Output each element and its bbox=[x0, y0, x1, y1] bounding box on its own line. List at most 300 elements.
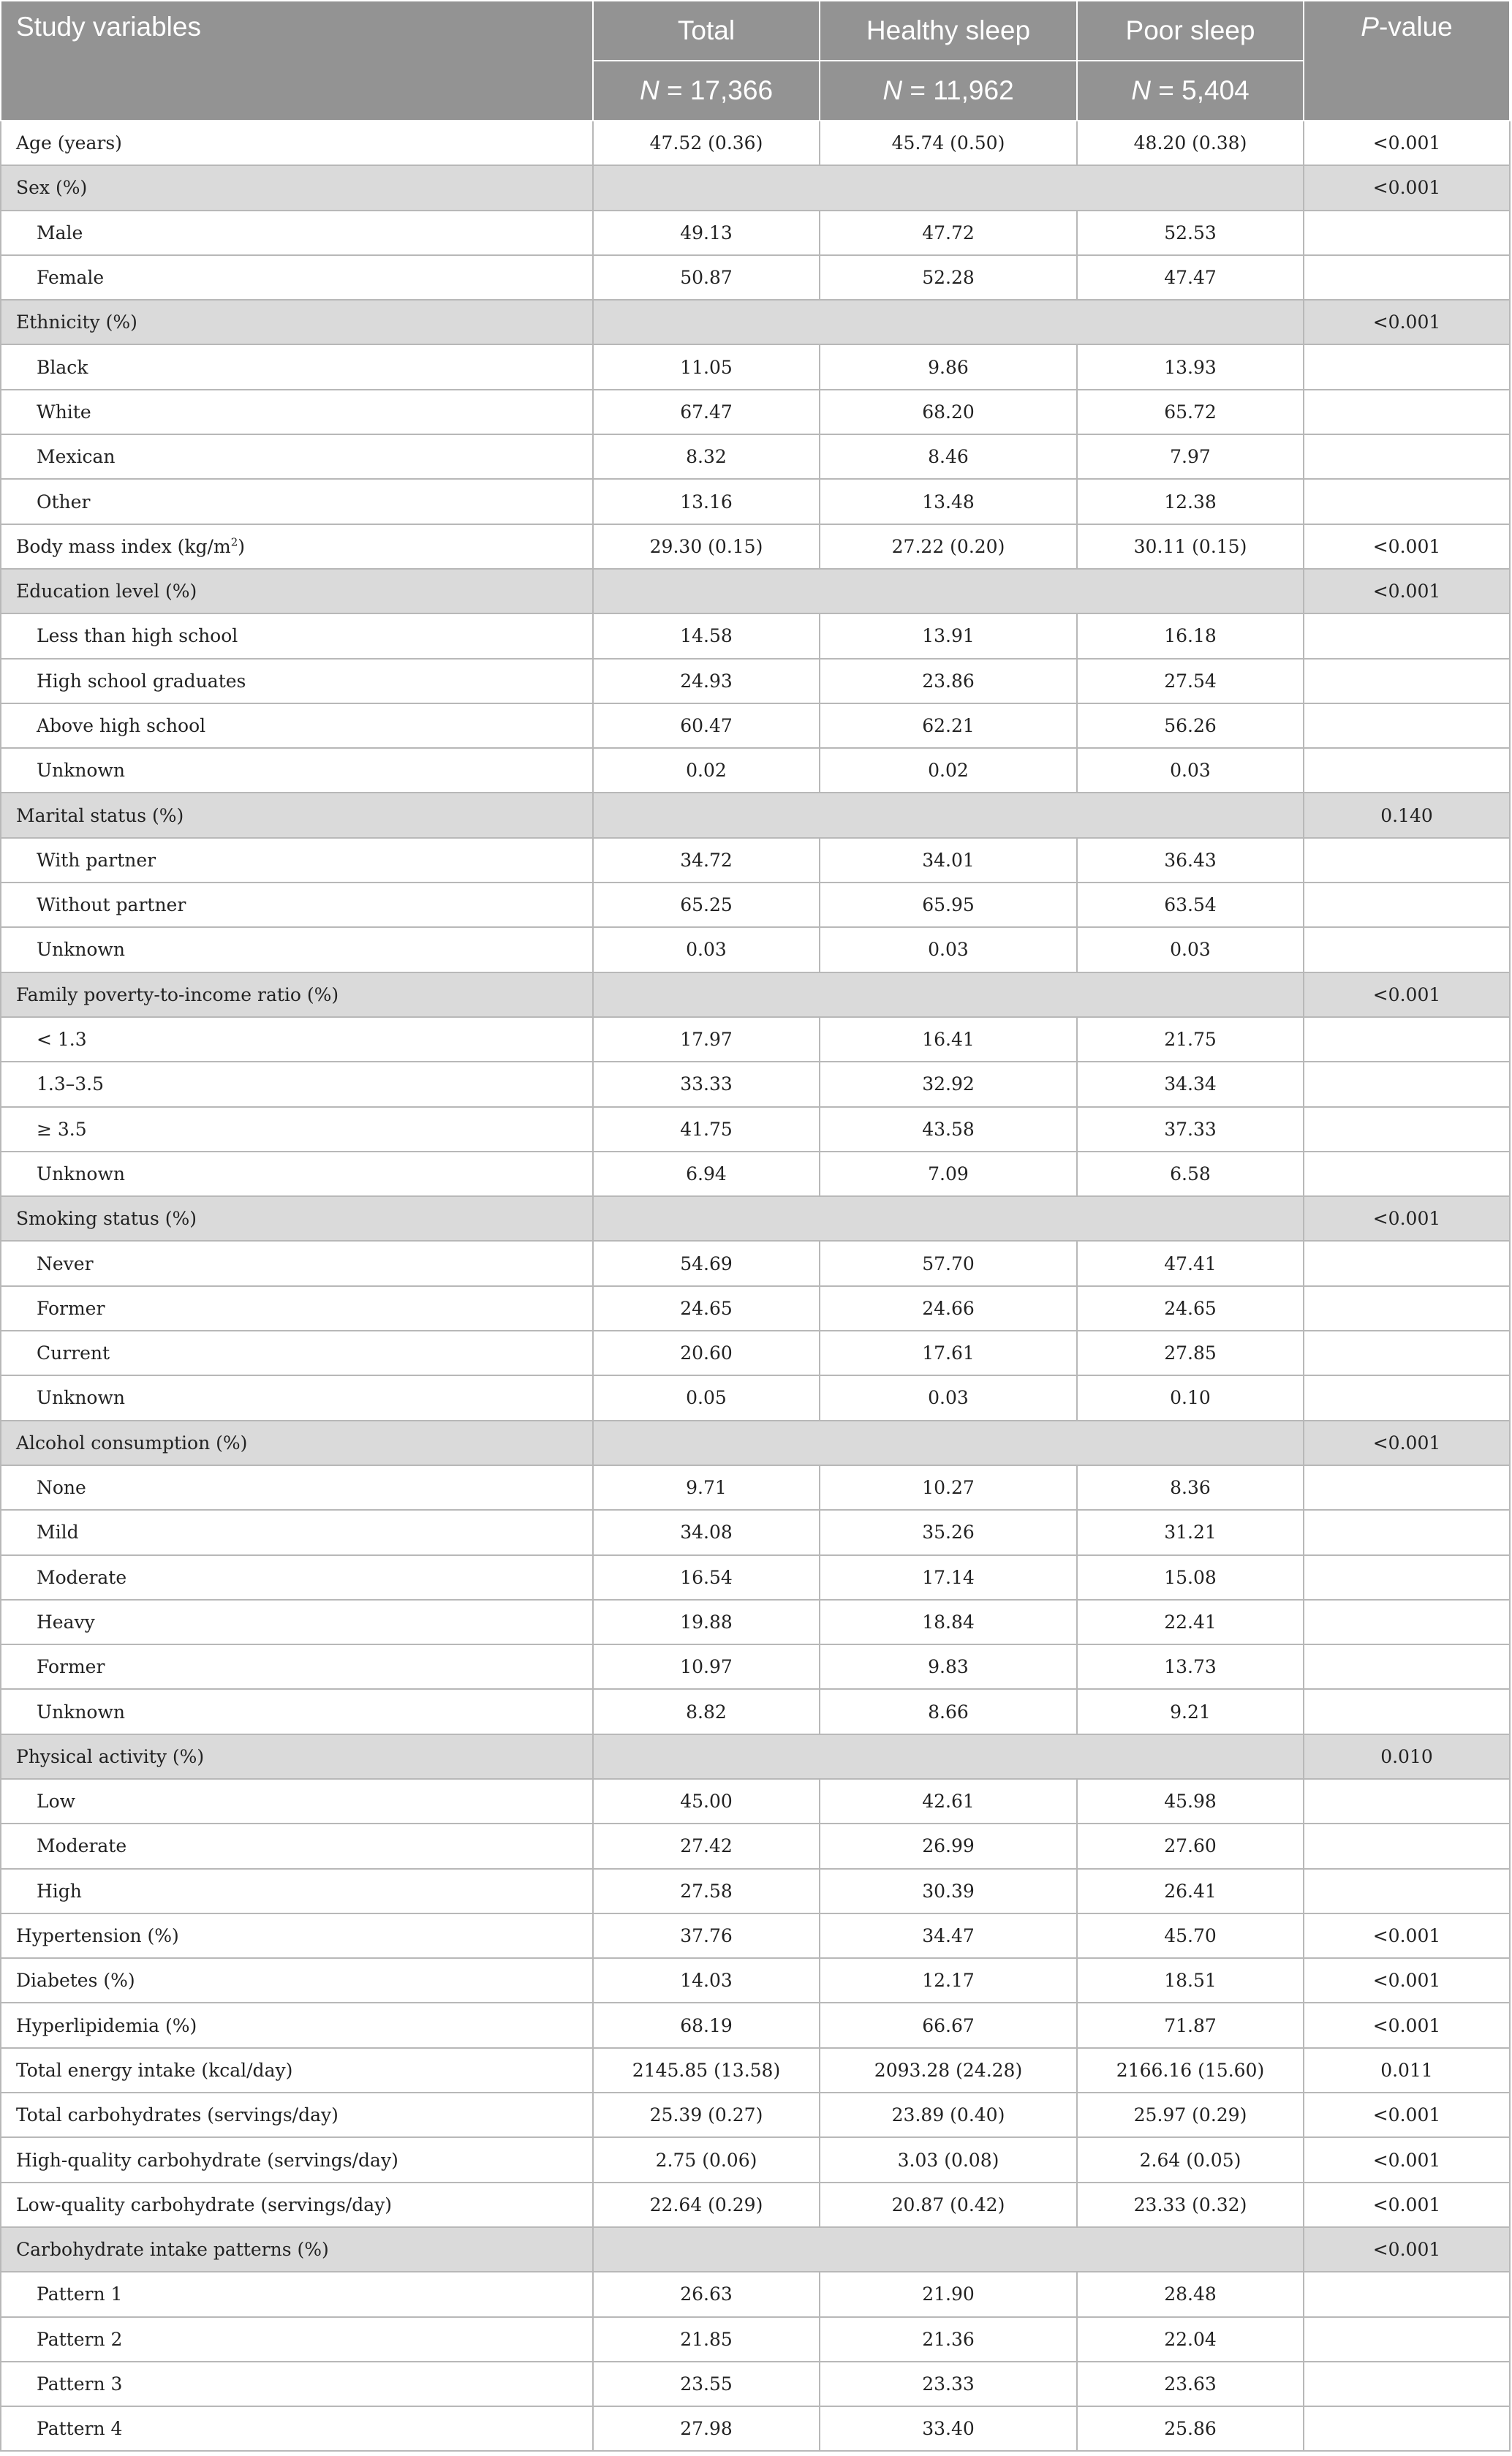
row-label bbox=[1, 1241, 593, 1285]
cell-poor: 2166.16 (15.60) bbox=[1077, 2048, 1304, 2093]
table-row bbox=[1, 2362, 1510, 2406]
row-label bbox=[1, 569, 593, 613]
table-row bbox=[1, 2137, 1510, 2182]
cell-healthy: 8.46 bbox=[820, 434, 1077, 479]
cell-total: 6.94 bbox=[593, 1152, 820, 1196]
cell-p-value bbox=[1304, 1375, 1510, 1420]
n-symbol: N bbox=[882, 75, 903, 105]
row-label-text: Pattern 2 bbox=[37, 2328, 123, 2350]
row-label-text: Smoking status (%) bbox=[16, 1208, 197, 1230]
table-row bbox=[1, 1869, 1510, 1913]
cell-p-value bbox=[1304, 2272, 1510, 2316]
row-label bbox=[1, 434, 593, 479]
cell-total: 16.54 bbox=[593, 1555, 820, 1600]
cell-healthy: 24.66 bbox=[820, 1286, 1077, 1331]
row-label bbox=[1, 1286, 593, 1331]
n-healthy-value: = 11,962 bbox=[902, 75, 1014, 105]
row-label-text: 1.3–3.5 bbox=[37, 1073, 105, 1095]
row-label bbox=[1, 1017, 593, 1062]
cell-poor: 8.36 bbox=[1077, 1465, 1304, 1510]
cell-healthy: 9.83 bbox=[820, 1644, 1077, 1689]
row-label bbox=[1, 1869, 593, 1913]
table-row bbox=[1, 2183, 1510, 2227]
row-label-text: Female bbox=[37, 267, 105, 289]
row-label bbox=[1, 1107, 593, 1152]
cell-poor: 28.48 bbox=[1077, 2272, 1304, 2316]
cell-p-value bbox=[1304, 1555, 1510, 1600]
cell-healthy: 0.02 bbox=[820, 748, 1077, 793]
cell-total: 2145.85 (13.58) bbox=[593, 2048, 820, 2093]
cell-healthy: 32.92 bbox=[820, 1062, 1077, 1106]
row-label bbox=[1, 2048, 593, 2093]
cell-healthy: 21.90 bbox=[820, 2272, 1077, 2316]
cell-total: 8.32 bbox=[593, 434, 820, 479]
row-label-text: Unknown bbox=[37, 1163, 125, 1184]
cell-total: 0.02 bbox=[593, 748, 820, 793]
header-row-labels bbox=[1, 1, 1510, 61]
group-spacer bbox=[593, 165, 1304, 210]
table-group-row bbox=[1, 165, 1510, 210]
cell-healthy: 9.86 bbox=[820, 344, 1077, 389]
row-label-suffix: ) bbox=[238, 535, 246, 557]
cell-poor: 23.63 bbox=[1077, 2362, 1304, 2406]
row-label bbox=[1, 1421, 593, 1465]
row-label bbox=[1, 659, 593, 703]
row-label-text: High-quality carbohydrate (servings/day) bbox=[16, 2149, 398, 2171]
table-row bbox=[1, 1510, 1510, 1554]
row-label-text: Unknown bbox=[37, 939, 125, 961]
table-row bbox=[1, 1913, 1510, 1958]
cell-poor: 13.73 bbox=[1077, 1644, 1304, 1689]
cell-total: 41.75 bbox=[593, 1107, 820, 1152]
cell-p-value: 0.140 bbox=[1304, 793, 1510, 837]
cell-total: 47.52 (0.36) bbox=[593, 121, 820, 165]
cell-total: 23.55 bbox=[593, 2362, 820, 2406]
cell-p-value bbox=[1304, 883, 1510, 927]
row-label-text: Pattern 3 bbox=[37, 2373, 123, 2395]
table-row bbox=[1, 2317, 1510, 2362]
cell-p-value bbox=[1304, 1017, 1510, 1062]
row-label bbox=[1, 121, 593, 165]
header-total: Total bbox=[593, 1, 820, 61]
cell-poor: 16.18 bbox=[1077, 613, 1304, 658]
cell-p-value: <0.001 bbox=[1304, 2137, 1510, 2182]
cell-total: 9.71 bbox=[593, 1465, 820, 1510]
cell-p-value bbox=[1304, 2317, 1510, 2362]
cell-p-value: <0.001 bbox=[1304, 1421, 1510, 1465]
cell-total: 34.72 bbox=[593, 838, 820, 883]
group-spacer bbox=[593, 793, 1304, 837]
cell-healthy: 21.36 bbox=[820, 2317, 1077, 2362]
row-label-text: Heavy bbox=[37, 1611, 95, 1633]
cell-healthy: 23.86 bbox=[820, 659, 1077, 703]
cell-total: 37.76 bbox=[593, 1913, 820, 1958]
cell-poor: 31.21 bbox=[1077, 1510, 1304, 1554]
row-label bbox=[1, 1644, 593, 1689]
row-label-text: Pattern 1 bbox=[37, 2283, 123, 2305]
cell-total: 14.58 bbox=[593, 613, 820, 658]
cell-poor: 7.97 bbox=[1077, 434, 1304, 479]
cell-total: 27.98 bbox=[593, 2406, 820, 2451]
cell-p-value bbox=[1304, 2406, 1510, 2451]
n-symbol: N bbox=[639, 75, 659, 105]
header-p-italic: P bbox=[1361, 12, 1379, 42]
table-row bbox=[1, 748, 1510, 793]
row-label-text: Less than high school bbox=[37, 625, 238, 647]
cell-poor: 0.10 bbox=[1077, 1375, 1304, 1420]
cell-p-value: <0.001 bbox=[1304, 1913, 1510, 1958]
cell-p-value bbox=[1304, 211, 1510, 255]
row-label bbox=[1, 793, 593, 837]
table-row bbox=[1, 1779, 1510, 1824]
row-label-text: ≥ 3.5 bbox=[37, 1118, 87, 1140]
row-label bbox=[1, 2003, 593, 2047]
row-label-text: Age (years) bbox=[16, 132, 122, 154]
row-label-text: None bbox=[37, 1477, 86, 1499]
row-label-text: Moderate bbox=[37, 1835, 127, 1857]
cell-poor: 47.41 bbox=[1077, 1241, 1304, 1285]
table-row bbox=[1, 1555, 1510, 1600]
row-label bbox=[1, 2183, 593, 2227]
cell-p-value: 0.011 bbox=[1304, 2048, 1510, 2093]
header-n-healthy bbox=[820, 61, 1077, 121]
row-label bbox=[1, 838, 593, 883]
n-total-value: = 17,366 bbox=[659, 75, 774, 105]
row-label-text: Unknown bbox=[37, 1387, 125, 1409]
row-label bbox=[1, 1600, 593, 1644]
cell-p-value bbox=[1304, 659, 1510, 703]
row-label-text: Never bbox=[37, 1252, 94, 1274]
row-label-text: Education level (%) bbox=[16, 581, 197, 602]
row-label bbox=[1, 344, 593, 389]
cell-healthy: 20.87 (0.42) bbox=[820, 2183, 1077, 2227]
row-label-text: Total energy intake (kcal/day) bbox=[16, 2059, 293, 2081]
table-group-row bbox=[1, 569, 1510, 613]
cell-healthy: 30.39 bbox=[820, 1869, 1077, 1913]
cell-poor: 30.11 (0.15) bbox=[1077, 524, 1304, 569]
cell-poor: 56.26 bbox=[1077, 703, 1304, 748]
cell-poor: 0.03 bbox=[1077, 927, 1304, 972]
table-group-row bbox=[1, 1421, 1510, 1465]
cell-healthy: 17.61 bbox=[820, 1331, 1077, 1375]
cell-p-value bbox=[1304, 2362, 1510, 2406]
row-label-text: Above high school bbox=[37, 715, 206, 736]
row-label-text: Ethnicity (%) bbox=[16, 311, 137, 333]
cell-healthy: 13.91 bbox=[820, 613, 1077, 658]
table-row bbox=[1, 121, 1510, 165]
table-row bbox=[1, 2093, 1510, 2137]
row-label-text: Carbohydrate intake patterns (%) bbox=[16, 2239, 329, 2261]
row-label-text: Unknown bbox=[37, 760, 125, 782]
row-label-text: Total carbohydrates (servings/day) bbox=[16, 2104, 339, 2126]
row-label bbox=[1, 927, 593, 972]
cell-healthy: 43.58 bbox=[820, 1107, 1077, 1152]
cell-p-value bbox=[1304, 1644, 1510, 1689]
row-label-text: Pattern 4 bbox=[37, 2418, 123, 2440]
table-row bbox=[1, 613, 1510, 658]
row-label-text: Physical activity (%) bbox=[16, 1745, 205, 1767]
cell-total: 45.00 bbox=[593, 1779, 820, 1824]
cell-poor: 18.51 bbox=[1077, 1958, 1304, 2003]
cell-total: 22.64 (0.29) bbox=[593, 2183, 820, 2227]
row-label-text: Former bbox=[37, 1656, 105, 1678]
cell-p-value bbox=[1304, 1152, 1510, 1196]
group-spacer bbox=[593, 300, 1304, 344]
row-label-text: Moderate bbox=[37, 1566, 127, 1588]
table-row bbox=[1, 883, 1510, 927]
cell-total: 49.13 bbox=[593, 211, 820, 255]
cell-poor: 25.97 (0.29) bbox=[1077, 2093, 1304, 2137]
header-n-poor bbox=[1077, 61, 1304, 121]
cell-total: 19.88 bbox=[593, 1600, 820, 1644]
table-row bbox=[1, 524, 1510, 569]
cell-p-value bbox=[1304, 703, 1510, 748]
cell-healthy: 35.26 bbox=[820, 1510, 1077, 1554]
row-label bbox=[1, 255, 593, 300]
cell-total: 67.47 bbox=[593, 390, 820, 434]
cell-total: 10.97 bbox=[593, 1644, 820, 1689]
row-label bbox=[1, 2406, 593, 2451]
table-header bbox=[1, 1, 1510, 121]
cell-p-value bbox=[1304, 255, 1510, 300]
cell-poor: 25.86 bbox=[1077, 2406, 1304, 2451]
cell-p-value bbox=[1304, 344, 1510, 389]
cell-healthy: 62.21 bbox=[820, 703, 1077, 748]
cell-poor: 36.43 bbox=[1077, 838, 1304, 883]
cell-healthy: 27.22 (0.20) bbox=[820, 524, 1077, 569]
cell-healthy: 18.84 bbox=[820, 1600, 1077, 1644]
cell-poor: 13.93 bbox=[1077, 344, 1304, 389]
cell-poor: 48.20 (0.38) bbox=[1077, 121, 1304, 165]
row-label-text: Low-quality carbohydrate (servings/day) bbox=[16, 2194, 392, 2215]
cell-poor: 9.21 bbox=[1077, 1689, 1304, 1734]
row-label bbox=[1, 1196, 593, 1241]
n-symbol: N bbox=[1131, 75, 1151, 105]
table-row bbox=[1, 1689, 1510, 1734]
table-row bbox=[1, 390, 1510, 434]
cell-p-value: <0.001 bbox=[1304, 1958, 1510, 2003]
cell-p-value bbox=[1304, 434, 1510, 479]
table-row bbox=[1, 1375, 1510, 1420]
cell-p-value: <0.001 bbox=[1304, 569, 1510, 613]
cell-p-value bbox=[1304, 613, 1510, 658]
table-row bbox=[1, 1465, 1510, 1510]
header-poor-sleep: Poor sleep bbox=[1077, 1, 1304, 61]
cell-healthy: 45.74 (0.50) bbox=[820, 121, 1077, 165]
row-label bbox=[1, 211, 593, 255]
cell-poor: 15.08 bbox=[1077, 1555, 1304, 1600]
cell-p-value: <0.001 bbox=[1304, 300, 1510, 344]
cell-poor: 45.70 bbox=[1077, 1913, 1304, 1958]
row-label bbox=[1, 883, 593, 927]
table-row bbox=[1, 2048, 1510, 2093]
cell-poor: 22.04 bbox=[1077, 2317, 1304, 2362]
cell-poor: 65.72 bbox=[1077, 390, 1304, 434]
row-label-text: Alcohol consumption (%) bbox=[16, 1432, 248, 1454]
row-label bbox=[1, 1824, 593, 1868]
row-label-text: Hyperlipidemia (%) bbox=[16, 2014, 197, 2036]
cell-p-value bbox=[1304, 1824, 1510, 1868]
cell-poor: 27.60 bbox=[1077, 1824, 1304, 1868]
row-label-text: Unknown bbox=[37, 1701, 125, 1723]
table-row bbox=[1, 2406, 1510, 2451]
row-label-text: Other bbox=[37, 491, 91, 513]
table-row bbox=[1, 344, 1510, 389]
cell-poor: 47.47 bbox=[1077, 255, 1304, 300]
row-label bbox=[1, 1465, 593, 1510]
cell-total: 0.05 bbox=[593, 1375, 820, 1420]
cell-total: 0.03 bbox=[593, 927, 820, 972]
row-label-text: White bbox=[37, 401, 91, 423]
row-label bbox=[1, 524, 593, 569]
table-group-row bbox=[1, 1734, 1510, 1779]
cell-total: 27.42 bbox=[593, 1824, 820, 1868]
cell-p-value bbox=[1304, 838, 1510, 883]
cell-total: 54.69 bbox=[593, 1241, 820, 1285]
cell-healthy: 34.47 bbox=[820, 1913, 1077, 1958]
row-label bbox=[1, 2272, 593, 2316]
row-label bbox=[1, 1913, 593, 1958]
table-row bbox=[1, 2272, 1510, 2316]
row-label bbox=[1, 1958, 593, 2003]
cell-total: 25.39 (0.27) bbox=[593, 2093, 820, 2137]
table-row bbox=[1, 434, 1510, 479]
row-label bbox=[1, 1331, 593, 1375]
row-label-text: Body mass index (kg/m bbox=[16, 535, 231, 557]
cell-healthy: 0.03 bbox=[820, 1375, 1077, 1420]
cell-total: 24.65 bbox=[593, 1286, 820, 1331]
cell-poor: 0.03 bbox=[1077, 748, 1304, 793]
header-n-total bbox=[593, 61, 820, 121]
table-row bbox=[1, 703, 1510, 748]
cell-p-value bbox=[1304, 390, 1510, 434]
cell-p-value: <0.001 bbox=[1304, 524, 1510, 569]
row-label bbox=[1, 1779, 593, 1824]
header-healthy-sleep: Healthy sleep bbox=[820, 1, 1077, 61]
cell-p-value bbox=[1304, 1062, 1510, 1106]
row-label-text: Current bbox=[37, 1342, 110, 1364]
table-row bbox=[1, 1241, 1510, 1285]
cell-total: 29.30 (0.15) bbox=[593, 524, 820, 569]
cell-p-value bbox=[1304, 1869, 1510, 1913]
row-label bbox=[1, 1375, 593, 1420]
cell-healthy: 2093.28 (24.28) bbox=[820, 2048, 1077, 2093]
cell-p-value bbox=[1304, 927, 1510, 972]
table-group-row bbox=[1, 300, 1510, 344]
row-label bbox=[1, 1689, 593, 1734]
row-label-text: Diabetes (%) bbox=[16, 1970, 135, 1992]
cell-poor: 34.34 bbox=[1077, 1062, 1304, 1106]
row-label-text: Without partner bbox=[37, 894, 186, 916]
cell-healthy: 12.17 bbox=[820, 1958, 1077, 2003]
cell-total: 11.05 bbox=[593, 344, 820, 389]
table-row bbox=[1, 2003, 1510, 2047]
row-label bbox=[1, 748, 593, 793]
cell-p-value: <0.001 bbox=[1304, 1196, 1510, 1241]
cell-p-value: <0.001 bbox=[1304, 2227, 1510, 2272]
cell-p-value bbox=[1304, 748, 1510, 793]
cell-total: 27.58 bbox=[593, 1869, 820, 1913]
row-label bbox=[1, 300, 593, 344]
cell-poor: 26.41 bbox=[1077, 1869, 1304, 1913]
group-spacer bbox=[593, 1196, 1304, 1241]
cell-total: 21.85 bbox=[593, 2317, 820, 2362]
cell-poor: 37.33 bbox=[1077, 1107, 1304, 1152]
cell-poor: 71.87 bbox=[1077, 2003, 1304, 2047]
table-row bbox=[1, 1824, 1510, 1868]
cell-healthy: 8.66 bbox=[820, 1689, 1077, 1734]
cell-poor: 21.75 bbox=[1077, 1017, 1304, 1062]
cell-healthy: 13.48 bbox=[820, 479, 1077, 524]
cell-poor: 12.38 bbox=[1077, 479, 1304, 524]
cell-total: 24.93 bbox=[593, 659, 820, 703]
group-spacer bbox=[593, 1734, 1304, 1779]
header-study-variables: Study variables bbox=[1, 1, 593, 121]
table-row bbox=[1, 1331, 1510, 1375]
cell-healthy: 23.89 (0.40) bbox=[820, 2093, 1077, 2137]
cell-poor: 24.65 bbox=[1077, 1286, 1304, 1331]
row-label bbox=[1, 2362, 593, 2406]
table-body bbox=[1, 121, 1510, 2451]
cell-p-value bbox=[1304, 1107, 1510, 1152]
table-group-row bbox=[1, 793, 1510, 837]
row-label-text: Former bbox=[37, 1297, 105, 1319]
header-p-rest: -value bbox=[1378, 12, 1453, 42]
cell-total: 65.25 bbox=[593, 883, 820, 927]
cell-p-value: <0.001 bbox=[1304, 121, 1510, 165]
row-label bbox=[1, 1510, 593, 1554]
cell-healthy: 66.67 bbox=[820, 2003, 1077, 2047]
table-row bbox=[1, 211, 1510, 255]
table-row bbox=[1, 1286, 1510, 1331]
cell-healthy: 68.20 bbox=[820, 390, 1077, 434]
group-spacer bbox=[593, 569, 1304, 613]
table-row bbox=[1, 479, 1510, 524]
cell-healthy: 34.01 bbox=[820, 838, 1077, 883]
cell-poor: 52.53 bbox=[1077, 211, 1304, 255]
table-row bbox=[1, 1062, 1510, 1106]
cell-p-value: <0.001 bbox=[1304, 2093, 1510, 2137]
row-label bbox=[1, 390, 593, 434]
row-label bbox=[1, 613, 593, 658]
cell-healthy: 23.33 bbox=[820, 2362, 1077, 2406]
cell-total: 50.87 bbox=[593, 255, 820, 300]
cell-p-value bbox=[1304, 1779, 1510, 1824]
table-group-row bbox=[1, 972, 1510, 1017]
cell-healthy: 17.14 bbox=[820, 1555, 1077, 1600]
cell-healthy: 65.95 bbox=[820, 883, 1077, 927]
table-row bbox=[1, 659, 1510, 703]
row-label bbox=[1, 479, 593, 524]
cell-total: 20.60 bbox=[593, 1331, 820, 1375]
row-label bbox=[1, 703, 593, 748]
cell-p-value bbox=[1304, 1331, 1510, 1375]
cell-p-value: <0.001 bbox=[1304, 2183, 1510, 2227]
cell-total: 68.19 bbox=[593, 2003, 820, 2047]
row-label bbox=[1, 1152, 593, 1196]
cell-p-value: <0.001 bbox=[1304, 972, 1510, 1017]
cell-p-value bbox=[1304, 1465, 1510, 1510]
cell-healthy: 52.28 bbox=[820, 255, 1077, 300]
cell-poor: 23.33 (0.32) bbox=[1077, 2183, 1304, 2227]
table-row bbox=[1, 1017, 1510, 1062]
cell-poor: 27.85 bbox=[1077, 1331, 1304, 1375]
cell-p-value bbox=[1304, 1689, 1510, 1734]
row-label-text: Black bbox=[37, 356, 88, 378]
cell-p-value: <0.001 bbox=[1304, 2003, 1510, 2047]
row-label-text: High bbox=[37, 1880, 82, 1902]
row-label bbox=[1, 1734, 593, 1779]
